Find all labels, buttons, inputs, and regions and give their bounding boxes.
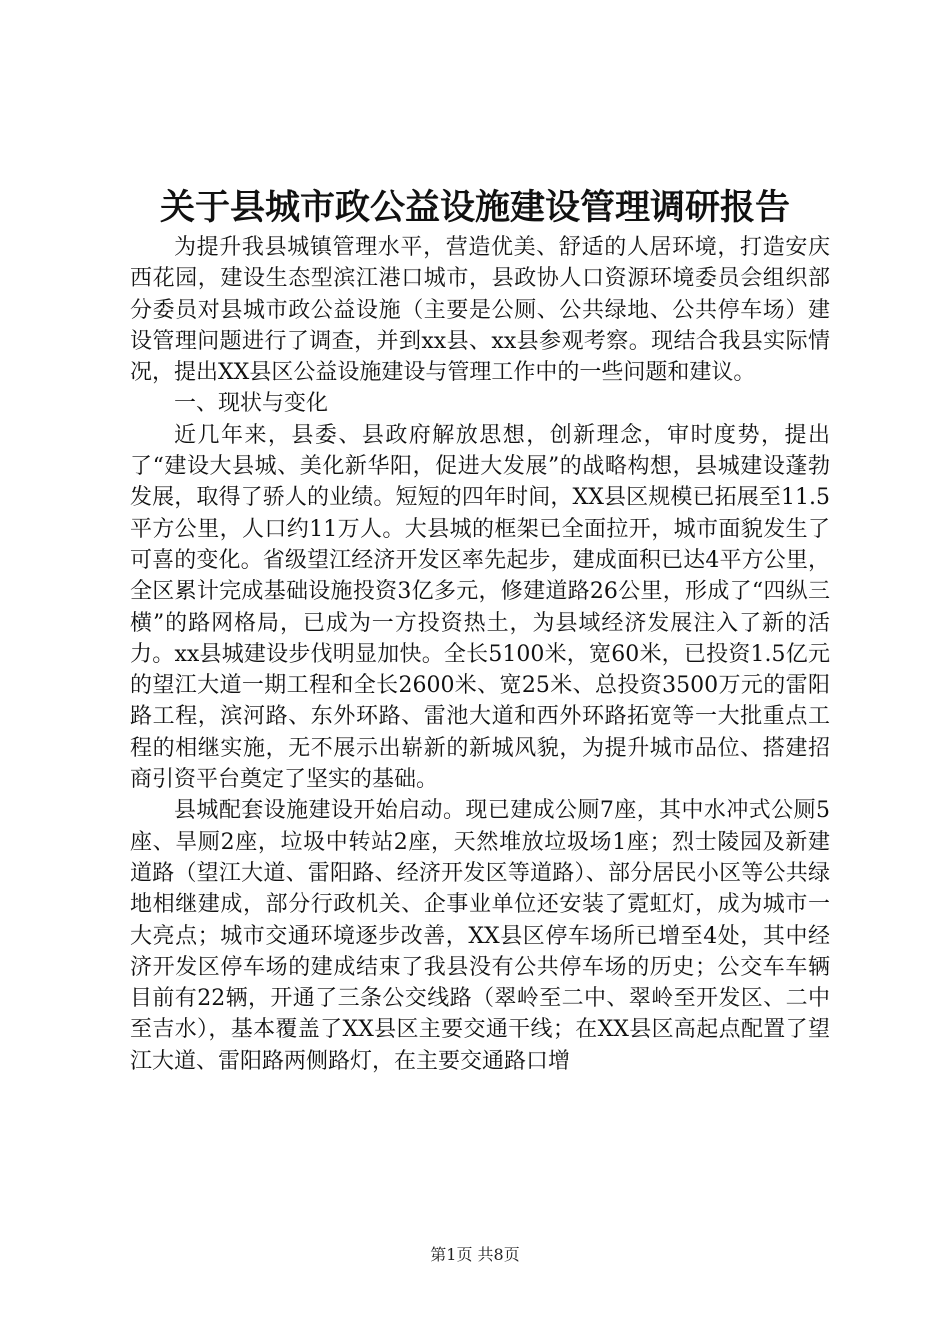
paragraph-intro: 为提升我县城镇管理水平，营造优美、舒适的人居环境，打造安庆西花园，建设生态型滨江港口城市，县政协人口资源环境委员会组织部分委员对县城市政公益设施（主要是公厕、公共绿地、公共停车场）建设管理问题进行了调查，并到xx县、xx县参观考察。现结合我县实际情况，提出XX县区公益设施建设与管理工作中的一些问题和建议。 bbox=[130, 235, 830, 386]
paragraph-status: 近几年来，县委、县政府解放思想，创新理念，审时度势，提出了“建设大县城、美化新华阳，促进大发展”的战略构想，县城建设蓬勃发展，取得了骄人的业绩。短短的四年时间，XX县区规模已拓展至11.5平方公里，人口约11万人。大县城的框架已全面拉开，城市面貌发生了可喜的变化。省级望江经济开发区率先起步，建成面积已达4平方公里，全区累计完成基础设施投资3亿多元，修建道路26公里，形成了“四纵三横”的路网格局，已成为一方投资热土，为县域经济发展注入了新的活力。xx县城建设步伐明显加快。全长5100米，宽60米，已投资1.5亿元的望江大道一期工程和全长2600米、宽25米、总投资3500万元的雷阳路工程，滨河路、东外环路、雷池大道和西外环路拓宽等一大批重点工程的相继实施，无不展示出崭新的新城风貌，为提升城市品位、搭建招商引资平台奠定了坚实的基础。 bbox=[130, 422, 830, 793]
section-heading: 一、现状与变化 bbox=[174, 391, 329, 417]
paragraph-facilities: 县城配套设施建设开始启动。现已建成公厕7座，其中水冲式公厕5座、旱厕2座，垃圾中转站2座，天然堆放垃圾场1座；烈士陵园及新建道路（望江大道、雷阳路、经济开发区等道路）、部分居民小区等公共绿地相继建成，部分行政机关、企事业单位还安装了霓虹灯，成为城市一大亮点；城市交通环境逐步改善，XX县区停车场所已增至4处，其中经济开发区停车场的建成结束了我县没有公共停车场的历史；公交车车辆目前有22辆，开通了三条公交线路（翠岭至二中、翠岭至开发区、二中至吉水），基本覆盖了XX县区主要交通干线；在XX县区高起点配置了望江大道、雷阳路两侧路灯，在主要交通路口增 bbox=[130, 798, 830, 1074]
page-footer: 第1页 共8页 bbox=[430, 1245, 520, 1264]
document-title: 关于县城市政公益设施建设管理调研报告 bbox=[159, 187, 790, 228]
document-body bbox=[130, 232, 830, 1077]
